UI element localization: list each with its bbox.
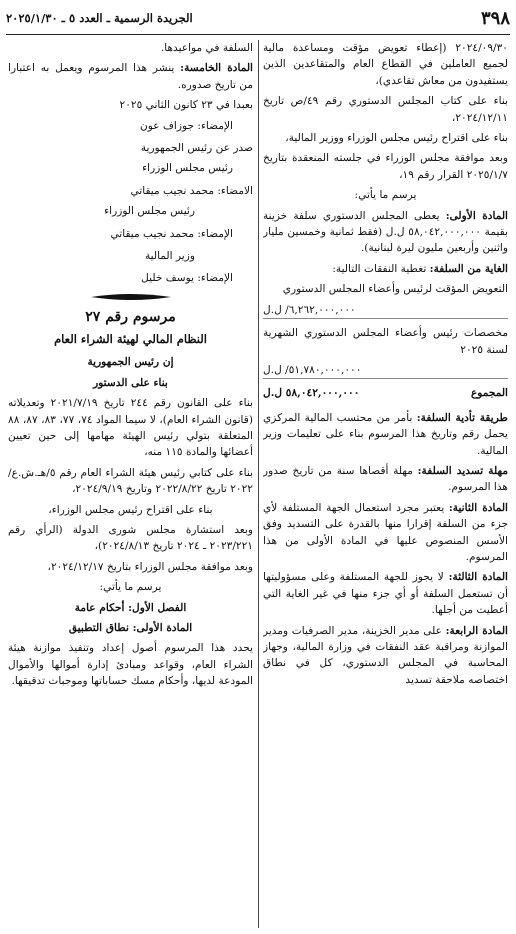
article-2 <box>263 500 508 566</box>
article-heading: المادة الأولى: نطاق التطبيق <box>68 622 193 635</box>
article-3 <box>263 569 508 618</box>
article-text: على مدير الخزينة، مدير الصرفيات ومدير الموازنة ومراقبة عقد النفقات في وزارة المالية، وجهاز المحاسبة في المجلس الدستوري، كل في نطاق اختصاصه ملاحقة تسديد <box>263 624 508 686</box>
decree-subtitle: النظام المالي لهيئة الشراء العام <box>54 331 207 346</box>
item-2-text: مخصصات رئيس وأعضاء المجلس الدستوري الشهرية لسنة ٢٠٢٥ <box>263 327 508 356</box>
ornament-icon <box>91 293 171 301</box>
article-5 <box>8 60 253 93</box>
method-text: بأمر من محتسب المالية المركزي يحمل رقم وتاريخ هذا المرسوم بناء على تعليمات وزير المالية. <box>263 411 508 457</box>
paragraph: بناء على اقتراح رئيس مجلس الوزراء، <box>48 503 213 516</box>
article-text: يعطى المجلس الدستوري سلفة خزينة بقيمة ٥٨,٠٤٢,٠٠٠,٠٠٠ ل.ل (فقط ثمانية وخمسين مليار واثنين وأربعين مليون ليرة لبنانية). <box>263 209 508 255</box>
signature-pm: الامضاء: محمد نجيب ميقاتي <box>130 184 253 197</box>
constitution-heading: بناء على الدستور <box>93 376 168 389</box>
purpose-text: تغطية النفقات التالية: <box>332 262 430 275</box>
article-label: المادة الخامسة: <box>180 62 253 75</box>
paragraph: يحدد هذا المرسوم أصول إعداد وتنفيذ موازنة هيئة الشراء العام، وقواعد ومبادئ إدارة أموالها والأموال المودعة لديها، وأحكام مسك حساباتها وموجبات تدقيقها. <box>8 642 253 688</box>
method-label: طريقة تأدية السلفة: <box>416 411 508 424</box>
payment-method <box>263 410 508 459</box>
article-label: المادة الثانية: <box>448 501 508 514</box>
item-2-amount: ٥١,٧٨٠,٠٠٠,٠٠٠/ ل.ل <box>263 362 508 379</box>
paragraph: بناء على كتابي رئيس هيئة الشراء العام رقم ٥/هـ.ش.ع/٢٠٢٢ تاريخ ٢٠٢٢/٨/٢٢ وتاريخ ٢٠٢٤/٩/١٩، <box>8 466 253 496</box>
right-column <box>263 40 508 928</box>
chapter-heading: الفصل الأول: أحكام عامة <box>74 601 187 614</box>
repayment-deadline <box>263 463 508 496</box>
paragraph: وبعد استشارة مجلس شورى الدولة (الرأي رقم ٢٠٢٣/٢٢١ ـ ٢٠٢٤ تاريخ ٢٠٢٤/٨/١٣)، <box>8 524 253 553</box>
article-4 <box>263 623 508 689</box>
signature-pm-2: الإمضاء: محمد نجيب ميقاتي <box>110 227 233 240</box>
issued-by: صدر عن رئيس الجمهورية <box>140 142 253 155</box>
decree-title: مرسوم رقم ٢٧ <box>85 308 176 325</box>
article-label: المادة الثالثة: <box>448 571 508 584</box>
president-heading: إن رئيس الجمهورية <box>87 356 174 369</box>
paragraph: وبعد موافقة مجلس الوزراء في جلسته المنعقدة بتاريخ ٢٠٢٥/١/٧ القرار رقم ١٩، <box>263 152 508 181</box>
finance-minister-title: وزير المالية <box>144 250 195 263</box>
decree-clause: يرسم ما يأتي: <box>99 581 162 594</box>
paragraph: بناء على كتاب المجلس الدستوري رقم ٤٩/ص تاريخ ٢٠٢٤/١٢/١١، <box>263 95 508 124</box>
total-amount: ٥٨,٠٤٢,٠٠٠,٠٠٠ ل.ل <box>263 387 360 400</box>
page-number: ٣٩٨ <box>480 8 510 30</box>
paragraph: وبعد موافقة مجلس الوزراء بتاريخ ٢٠٢٤/١٢/١٧، <box>47 560 253 573</box>
paragraph: بناء على اقتراح رئيس مجلس الوزراء ووزير المالية، <box>285 132 508 145</box>
ornament-divider <box>8 293 253 301</box>
signature-finance: الإمضاء: يوسف خليل <box>141 272 233 285</box>
decree-clause: يرسم ما يأتي: <box>354 189 417 202</box>
article-text: ينشر هذا المرسوم ويعمل به اعتبارا من تاريخ صدوره. <box>8 62 253 91</box>
signature-president: الإمضاء: جوزاف عون <box>140 119 233 132</box>
article-1 <box>263 208 508 257</box>
deadline-text: مهلة أقصاها سنة من تاريخ صدور هذا المرسوم. <box>263 464 508 494</box>
gazette-title: الجريدة الرسمية ـ العدد ٥ ـ ٢٠٢٥/١/٣٠ <box>6 11 193 26</box>
left-column <box>8 40 253 928</box>
item-1-amount: ٦,٢٦٢,٠٠٠,٠٠٠/ ل.ل <box>263 302 508 319</box>
paragraph: السلفة في مواعيدها. <box>160 42 253 54</box>
pm-title: رئيس مجلس الوزراء <box>142 162 233 175</box>
purpose <box>263 261 508 277</box>
paragraph: ٢٠٢٤/٠٩/٣٠ (إعطاء تعويض مؤقت ومساعدة مالية لجميع العاملين في القطاع العام والمتقاعدين الذين يستفيدون من معاش تقاعدي)، <box>263 42 508 87</box>
pm-title-2: رئيس مجلس الوزراء <box>104 205 195 218</box>
paragraph: بناء على القانون رقم ٢٤٤ تاريخ ٢٠٢١/٧/١٩ وتعديلاته (قانون الشراء العام)، لا سيما المواد ٧٤، ٧٧، ٨٣، ٨٧، ٨٨ المتعلقة بتولي رئيس الهيئة مهامها إلى حين تعيين أعضائها والمادة ١١٥ منه، <box>8 397 253 459</box>
item-1-text: التعويض المؤقت لرئيس وأعضاء المجلس الدستوري <box>282 283 508 296</box>
column-divider <box>258 40 259 928</box>
article-label: المادة الرابعة: <box>445 624 508 637</box>
purpose-label: الغاية من السلفة: <box>429 262 508 275</box>
article-text: يعتبر مجرد استعمال الجهة المستلفة لأي جزء من السلفة إقرارا منها بالقدرة على التسديد وفق الأسس المنصوص عليها في المادة الأولى من هذا المرسوم. <box>263 501 508 563</box>
page-header <box>6 4 510 35</box>
total-label: المجموع <box>470 387 508 400</box>
article-text: لا يجوز للجهة المستلفة وعلى مسؤوليتها أن تستعمل السلفة أو أي جزء منها في غير الغاية التي أعطيت من أجلها. <box>263 571 508 617</box>
deadline-label: مهلة تسديد السلفة: <box>417 464 508 477</box>
date-line: بعبدا في ٢٣ كانون الثاني ٢٠٢٥ <box>119 99 253 112</box>
article-label: المادة الأولى: <box>445 209 508 222</box>
total-row <box>263 385 508 403</box>
